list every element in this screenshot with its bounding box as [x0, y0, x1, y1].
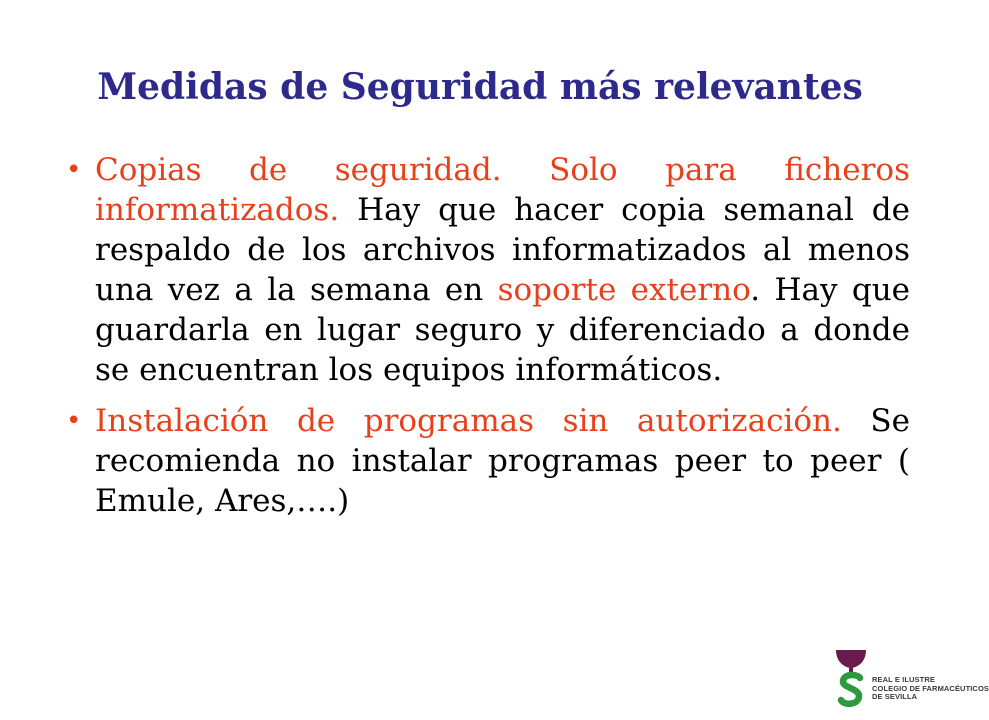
bullet-item-backups [62, 150, 910, 390]
pharmacy-cup-s-icon [834, 648, 868, 712]
bullet-highlight: soporte externo [497, 272, 751, 308]
college-logo-text [872, 676, 989, 702]
logo-line: REAL E ILUSTRE [872, 675, 935, 684]
college-logo [834, 648, 989, 716]
bullet-item-installation [62, 401, 910, 521]
bullet-dot-icon: • [66, 406, 82, 436]
bullet-list [62, 150, 910, 532]
bullet-text: Se recomienda no instalar programas peer to peer ( Emule, Ares,….) [95, 403, 910, 519]
bullet-dot-icon: • [66, 155, 82, 185]
bullet-text: . Hay que guardarla en lugar seguro y diferenciado a donde se encuentran los equipos informáticos. [95, 272, 911, 388]
bullet-text: Hay que hacer copia semanal de respaldo de los archivos informatizados al menos una vez a la semana en [95, 192, 910, 308]
bullet-heading: Copias de seguridad. Solo para ficheros informatizados. [95, 152, 910, 228]
logo-line: DE SEVILLA [872, 692, 918, 701]
slide-title: Medidas de Seguridad más relevantes [97, 66, 863, 108]
bullet-heading: Instalación de programas sin autorización. [95, 403, 842, 439]
logo-line: COLEGIO DE FARMACÉUTICOS [872, 683, 989, 693]
